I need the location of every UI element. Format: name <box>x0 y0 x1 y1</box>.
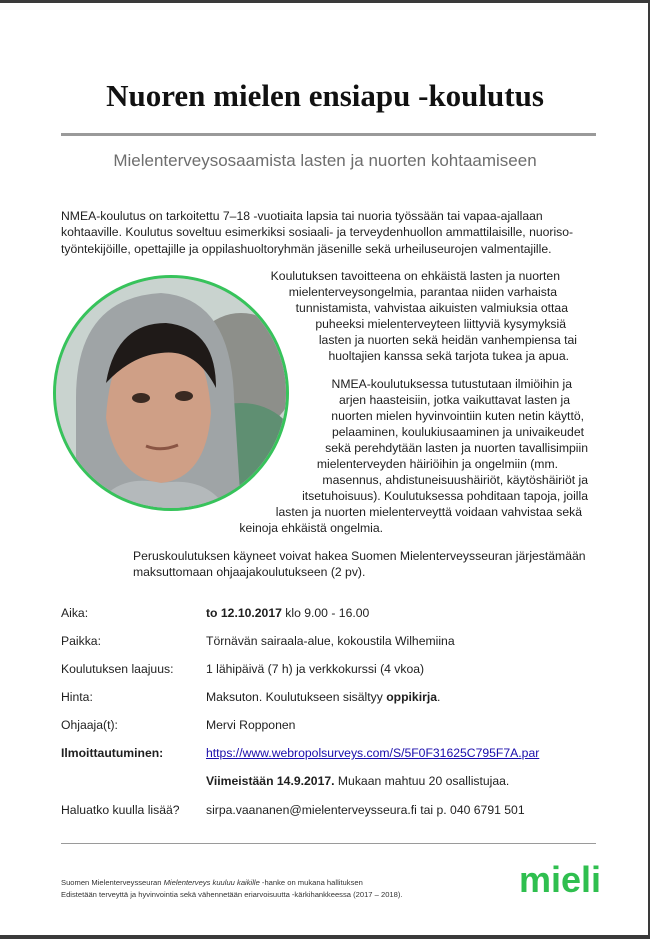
price-label: Hinta: <box>61 690 93 704</box>
price-text: Maksuton. Koulutukseen sisältyy <box>206 690 387 704</box>
time-label: Aika: <box>61 606 89 620</box>
goal-line: tunnistamista, vahvistaa aikuisten valmiuksia ottaa <box>295 301 568 315</box>
instructor-label: Ohjaaja(t): <box>61 718 118 732</box>
footer-line-1 <box>61 877 403 889</box>
contact-label: Haluatko kuulla lisää? <box>61 803 180 817</box>
instructor-value: Mervi Ropponen <box>206 718 296 732</box>
scope-label: Koulutuksen laajuus: <box>61 662 174 676</box>
footer-project-name: Mielenterveys kuuluu kaikille <box>163 878 260 887</box>
intro-paragraph <box>61 208 591 257</box>
content-line: arjen haasteisiin, jotka vaikuttavat lasten ja <box>338 393 570 407</box>
registration-label: Ilmoittautuminen: <box>61 746 164 760</box>
training-note <box>133 548 603 581</box>
price-book: oppikirja <box>386 690 437 704</box>
place-label: Paikka: <box>61 634 101 648</box>
price-value <box>206 690 440 704</box>
deadline-date: Viimeistään 14.9.2017. <box>206 774 335 788</box>
hours-value: klo 9.00 - 16.00 <box>281 606 370 620</box>
footer-part: -hanke on mukana hallituksen <box>259 878 363 887</box>
content-line: sekä perehdytään lasten ja nuorten tavallisimpiin <box>325 441 588 455</box>
deadline-value <box>206 774 509 788</box>
note-line: Peruskoulutuksen käyneet voivat hakea Suomen Mielenterveysseuran järjestämään <box>133 549 586 563</box>
content-line: mielenterveyden häiriöihin ja ongelmiin (mm. <box>316 457 558 471</box>
contact-value: sirpa.vaananen@mielenterveysseura.fi tai p. 040 6791 501 <box>206 803 525 817</box>
time-value <box>206 606 369 620</box>
goal-line: puheeksi mielenterveyteen liittyviä kysymyksiä <box>315 317 566 331</box>
price-end: . <box>437 690 441 704</box>
registration-link[interactable]: https://www.webropolsurveys.com/S/5F0F31625C795F7A.par <box>206 746 540 760</box>
mieli-logo <box>510 860 610 900</box>
logo-text: mieli <box>518 860 602 900</box>
page-border-top <box>0 0 650 3</box>
footer-part: Suomen Mielenterveysseuran <box>61 878 164 887</box>
goal-line: huoltajien kanssa sekä tarjota tukea ja apua. <box>328 349 569 363</box>
teen-boy-photo <box>53 275 289 511</box>
intro-line: työntekijöille, opettajille ja oppilashuoltoryhmän jäsenille sekä urheiluseurojen valmentajille. <box>61 241 552 256</box>
content-line: nuorten mielen hyvinvointiin kuten netin käyttö, <box>331 409 584 423</box>
intro-line: NMEA-koulutus on tarkoitettu 7–18 -vuotiaita lapsia tai nuoria työssään tai vapaa-ajallaan <box>61 209 543 223</box>
content-line: pelaaminen, koulukiusaaminen ja univaikeudet <box>331 425 584 439</box>
goal-line: mielenterveysongelmia, parantaa niiden varhaista <box>288 285 557 299</box>
content-line: keinoja ehkäistä ongelmia. <box>239 521 383 535</box>
footer-line-2: Edistetään terveyttä ja hyvinvointia sekä vähennetään eriarvoisuutta -kärkihankkeessa (2017 – 2018). <box>61 890 403 899</box>
title-divider <box>61 133 596 136</box>
page-subtitle: Mielenterveysosaamista lasten ja nuorten kohtaamiseen <box>113 151 537 170</box>
page-title: Nuoren mielen ensiapu -koulutus <box>106 78 544 113</box>
intro-line: kohtaaville. Koulutus soveltuu esimerkiksi sosiaali- ja terveydenhuollon ammattilaisille, nuoriso- <box>61 225 574 240</box>
content-line: NMEA-koulutuksessa tutustutaan ilmiöihin ja <box>331 377 572 391</box>
content-line: masennus, ahdistuneisuushäiriöt, käytöshäiriöt ja <box>322 473 588 487</box>
scope-value: 1 lähipäivä (7 h) ja verkkokurssi (4 vkoa) <box>206 662 425 676</box>
goal-line: Koulutuksen tavoitteena on ehkäistä lasten ja nuorten <box>270 269 560 283</box>
page-border-bottom <box>0 935 650 939</box>
date-value: to 12.10.2017 <box>206 606 282 620</box>
deadline-capacity: Mukaan mahtuu 20 osallistujaa. <box>334 774 510 788</box>
footer-divider <box>61 843 596 844</box>
footer-text <box>61 877 403 901</box>
goal-line: lasten ja nuorten sekä heidän vanhempiensa tai <box>318 333 577 347</box>
content-line: lasten ja nuorten mielenterveyttä voidaan vahvistaa sekä <box>275 505 582 519</box>
place-value: Törnävän sairaala-alue, kokoustila Wilhemiina <box>206 634 455 648</box>
note-line: maksuttomaan ohjaajakoulutukseen (2 pv). <box>133 565 366 580</box>
content-line: itsetuhoisuus). Koulutuksessa pohditaan tapoja, joilla <box>302 489 588 503</box>
